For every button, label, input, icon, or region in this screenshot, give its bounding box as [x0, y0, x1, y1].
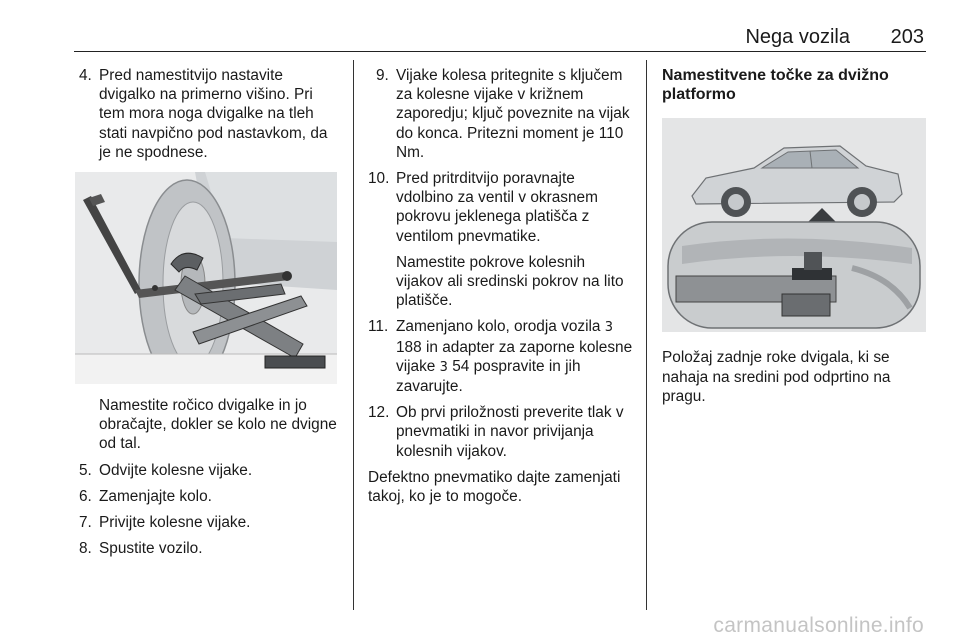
step-8	[79, 539, 341, 558]
closing-note: Defektno pnevmatiko dajte zamenjati takoj, ko je to mogoče.	[368, 468, 621, 506]
page-number: 203	[890, 26, 924, 48]
section-title: Nega vozila	[745, 26, 850, 48]
step-text: Vijake kolesa pritegnite s ključem za kolesne vijake v križnem zaporedju; ključ poveznite na vijak do konca. Pritezni moment je 110 Nm.	[396, 67, 630, 161]
step-number: 4.	[79, 67, 92, 84]
step-11	[368, 317, 634, 396]
step-number: 9.	[376, 67, 389, 84]
step-text: Zamenjajte kolo.	[99, 487, 212, 505]
step-10	[368, 169, 634, 310]
step-text-part: pospravite in jih zavarujte.	[396, 357, 581, 396]
step-9	[368, 66, 634, 162]
page-reference-link[interactable]: 188	[396, 338, 422, 356]
step-number: 10.	[368, 170, 390, 188]
step-4	[79, 66, 341, 162]
cross-reference-arrow-icon: 3	[604, 320, 614, 336]
lift-point-illustration	[662, 118, 926, 332]
jack-base	[265, 356, 325, 368]
step-number: 7.	[79, 514, 92, 532]
jack-illustration	[75, 172, 337, 384]
step-12	[368, 403, 634, 461]
step-5	[79, 461, 341, 480]
step-number: 6.	[79, 487, 92, 505]
step-number: 11.	[368, 318, 389, 336]
header-rule	[74, 51, 926, 52]
left-column	[79, 66, 341, 565]
step-text: Odvijte kolesne vijake.	[99, 461, 253, 479]
step-text: Privijte kolesne vijake.	[99, 514, 251, 532]
page-header	[0, 0, 960, 52]
figure-caption: Položaj zadnje roke dvigala, ki se nahaja na sredini pod odprtino na pragu.	[662, 349, 891, 405]
step-text: Namestite ročico dvigalke in jo obračajte, dokler se kolo ne dvigne od tal.	[99, 397, 337, 453]
step-7	[79, 513, 341, 532]
step-text-part: in adapter za zaporne kolesne vijake	[396, 338, 633, 375]
section-heading: Namestitvene točke za dvižno platformo	[662, 67, 889, 104]
column-divider-right	[646, 60, 647, 610]
step-number: 12.	[368, 404, 390, 422]
step-text: Ob prvi priložnosti preverite tlak v pnevmatiki in navor privijanja kolesnih vijakov.	[396, 404, 624, 460]
watermark: carmanualsonline.info	[713, 614, 924, 637]
step-text: Pred namestitvijo nastavite dvigalko na primerno višino. Pri tem mora noga dvigalke na tleh stati navpično pod nastavkom, da je ne spodnese.	[99, 67, 328, 161]
middle-column	[368, 66, 634, 506]
column-divider-left	[353, 60, 354, 610]
step-text: Pred pritrditvijo poravnajte vdolbino za ventil v okrasnem pokrovu jeklenega platišča z ventilom pnevmatike.	[396, 170, 598, 245]
step-number: 8.	[79, 540, 92, 558]
step-4-continued	[79, 396, 341, 454]
step-text-part: Zamenjano kolo, orodja vozila	[396, 318, 605, 336]
step-text-continued: Namestite pokrove kolesnih vijakov ali sredinski pokrov na lito platišče.	[396, 253, 624, 310]
step-text	[396, 317, 634, 396]
step-6	[79, 487, 341, 506]
page-reference-link[interactable]: 54	[452, 357, 470, 375]
right-column	[662, 66, 928, 406]
lift-arm-closeup	[668, 222, 920, 328]
step-number: 5.	[79, 461, 92, 479]
cross-reference-arrow-icon: 3	[439, 359, 448, 375]
step-text: Spustite vozilo.	[99, 540, 203, 558]
